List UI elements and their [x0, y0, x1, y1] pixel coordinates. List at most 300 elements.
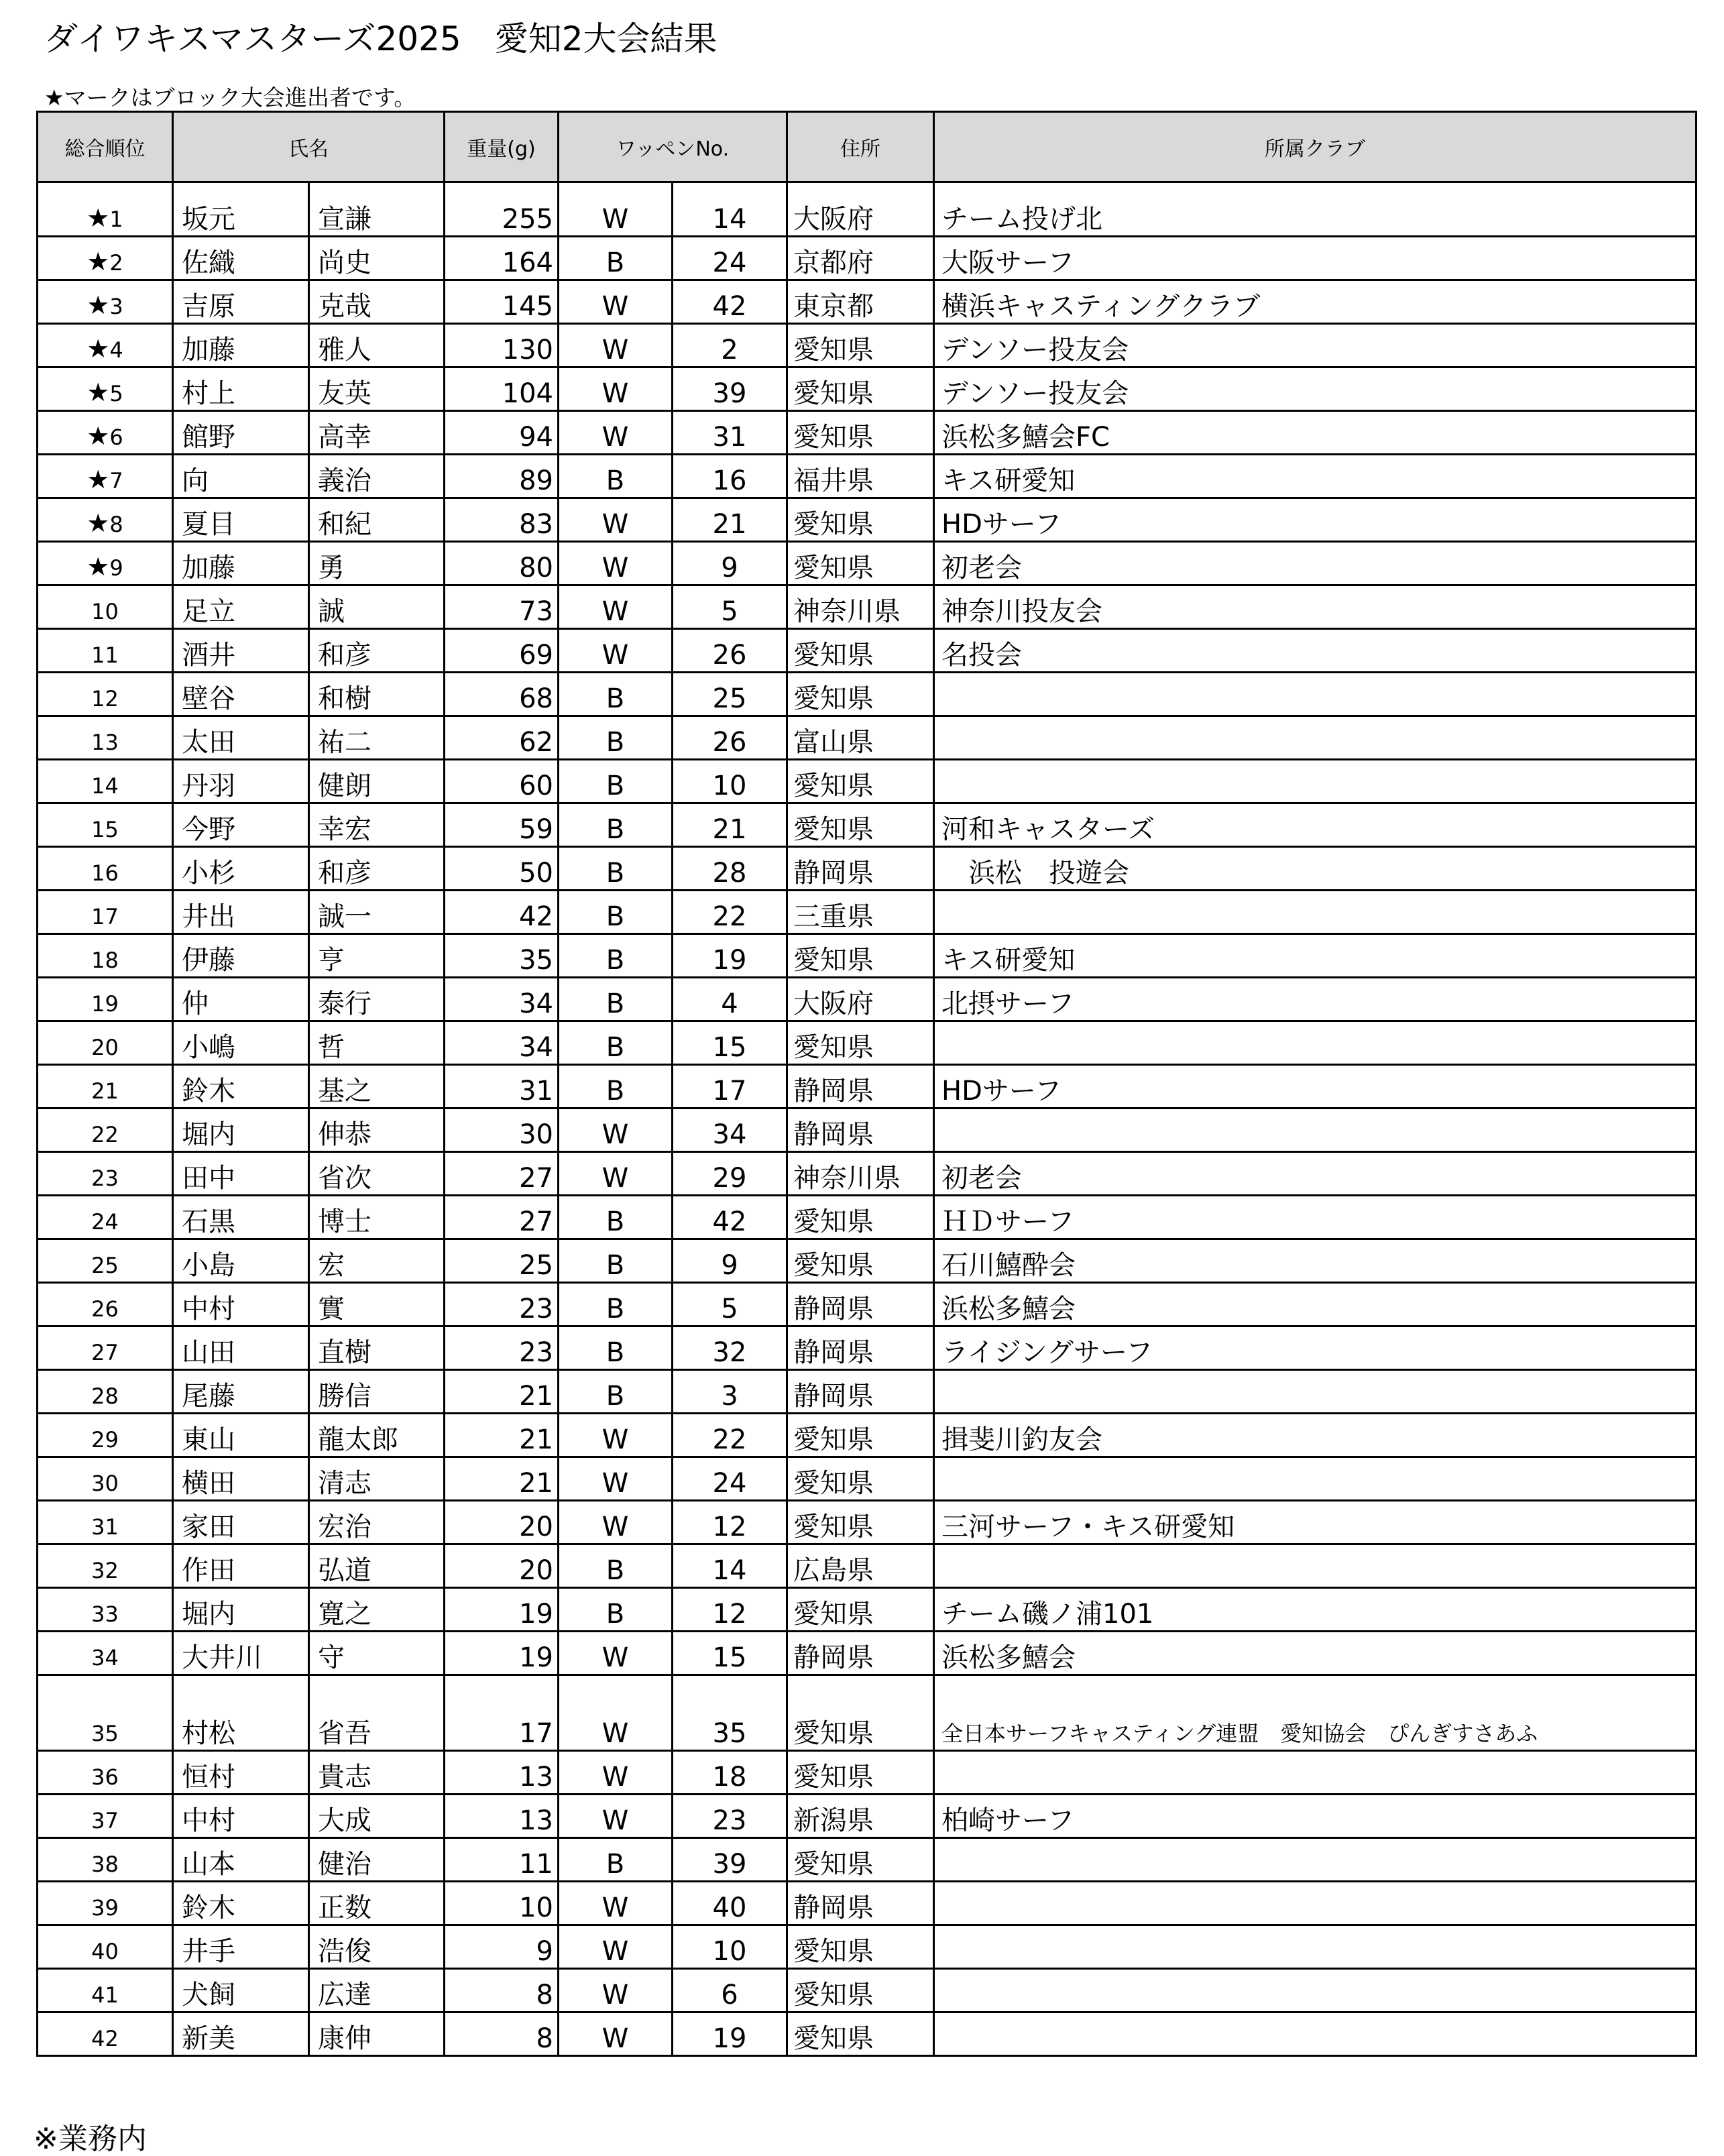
prefecture-cell: 愛知県	[787, 629, 934, 673]
wappen-class-cell: B	[559, 455, 673, 498]
rank-number: 30	[91, 1471, 119, 1496]
club-cell: HDサーフ	[934, 1065, 1697, 1109]
wappen-class-cell: W	[559, 585, 673, 629]
club-cell: 浜松多鱚会FC	[934, 411, 1697, 455]
family-name-cell: 小杉	[173, 847, 309, 891]
club-cell	[934, 1882, 1697, 1925]
wappen-class-cell: W	[559, 1751, 673, 1795]
wappen-number-cell: 21	[673, 498, 787, 542]
family-name-cell: 尾藤	[173, 1370, 309, 1414]
prefecture-cell: 愛知県	[787, 803, 934, 847]
prefecture-cell: 愛知県	[787, 324, 934, 367]
prefecture-cell: 神奈川県	[787, 585, 934, 629]
club-cell: ＨＤサーフ	[934, 1196, 1697, 1239]
rank-number: 32	[91, 1558, 119, 1583]
family-name-cell: 館野	[173, 411, 309, 455]
wappen-class-cell: W	[559, 1675, 673, 1751]
given-name-cell: 大成	[309, 1795, 445, 1838]
family-name-cell: 小島	[173, 1239, 309, 1283]
wappen-class-cell: W	[559, 2012, 673, 2056]
club-cell	[934, 673, 1697, 716]
given-name-cell: 省次	[309, 1152, 445, 1196]
rank-cell	[38, 803, 173, 847]
given-name-cell: 和樹	[309, 673, 445, 716]
family-name-cell: 村松	[173, 1675, 309, 1751]
table-row	[38, 1969, 1697, 2012]
rank-cell	[38, 1544, 173, 1588]
club-cell: 石川鱚酔会	[934, 1239, 1697, 1283]
weight-cell: 80	[445, 542, 559, 585]
given-name-cell: 和彦	[309, 629, 445, 673]
given-name-cell: 誠	[309, 585, 445, 629]
wappen-number-cell: 24	[673, 1457, 787, 1501]
club-cell	[934, 891, 1697, 934]
wappen-number-cell: 31	[673, 411, 787, 455]
weight-cell: 13	[445, 1751, 559, 1795]
prefecture-cell: 愛知県	[787, 1838, 934, 1882]
rank-number: 34	[91, 1645, 119, 1670]
prefecture-cell: 静岡県	[787, 1283, 934, 1326]
rank-cell	[38, 1969, 173, 2012]
prefecture-cell: 大阪府	[787, 978, 934, 1021]
wappen-number-cell: 24	[673, 237, 787, 280]
star-mark: ★	[87, 203, 110, 233]
wappen-number-cell: 19	[673, 934, 787, 978]
family-name-cell: 吉原	[173, 280, 309, 324]
club-cell	[934, 1925, 1697, 1969]
table-row	[38, 1239, 1697, 1283]
rank-cell	[38, 1882, 173, 1925]
rank-cell	[38, 455, 173, 498]
club-cell: 初老会	[934, 542, 1697, 585]
club-cell: 柏崎サーフ	[934, 1795, 1697, 1838]
rank-number: 5	[109, 381, 123, 406]
rank-cell	[38, 1414, 173, 1457]
family-name-cell: 中村	[173, 1795, 309, 1838]
family-name-cell: 仲	[173, 978, 309, 1021]
table-row	[38, 716, 1697, 760]
rank-number: 7	[109, 468, 123, 494]
rank-cell	[38, 629, 173, 673]
prefecture-cell: 愛知県	[787, 1457, 934, 1501]
rank-cell	[38, 1152, 173, 1196]
rank-number: 4	[109, 337, 123, 363]
weight-cell: 60	[445, 760, 559, 803]
rank-cell	[38, 1196, 173, 1239]
table-row	[38, 1152, 1697, 1196]
table-row	[38, 1021, 1697, 1065]
prefecture-cell: 愛知県	[787, 411, 934, 455]
wappen-class-cell: W	[559, 367, 673, 411]
wappen-class-cell: W	[559, 1414, 673, 1457]
given-name-cell: 義治	[309, 455, 445, 498]
weight-cell: 20	[445, 1501, 559, 1544]
rank-number: 15	[91, 817, 119, 842]
given-name-cell: 伸恭	[309, 1109, 445, 1152]
prefecture-cell: 三重県	[787, 891, 934, 934]
club-cell: 三河サーフ・キス研愛知	[934, 1501, 1697, 1544]
weight-cell: 10	[445, 1882, 559, 1925]
rank-cell	[38, 1501, 173, 1544]
wappen-number-cell: 9	[673, 1239, 787, 1283]
weight-cell: 145	[445, 280, 559, 324]
club-cell: 河和キャスターズ	[934, 803, 1697, 847]
rank-cell	[38, 1838, 173, 1882]
weight-cell: 34	[445, 1021, 559, 1065]
weight-cell: 69	[445, 629, 559, 673]
rank-cell	[38, 585, 173, 629]
weight-cell: 21	[445, 1370, 559, 1414]
weight-cell: 73	[445, 585, 559, 629]
wappen-class-cell: W	[559, 542, 673, 585]
weight-cell: 20	[445, 1544, 559, 1588]
table-row	[38, 1795, 1697, 1838]
header-row	[38, 112, 1697, 182]
club-cell: 浜松多鱚会	[934, 1283, 1697, 1326]
table-row	[38, 1632, 1697, 1675]
rank-number: 19	[91, 991, 119, 1017]
club-cell: デンソー投友会	[934, 367, 1697, 411]
wappen-class-cell: B	[559, 1544, 673, 1588]
family-name-cell: 加藤	[173, 542, 309, 585]
family-name-cell: 横田	[173, 1457, 309, 1501]
prefecture-cell: 愛知県	[787, 1751, 934, 1795]
family-name-cell: 小嶋	[173, 1021, 309, 1065]
star-mark: ★	[87, 421, 110, 451]
wappen-number-cell: 34	[673, 1109, 787, 1152]
wappen-number-cell: 40	[673, 1882, 787, 1925]
wappen-number-cell: 6	[673, 1969, 787, 2012]
given-name-cell: 克哉	[309, 280, 445, 324]
rank-cell	[38, 1588, 173, 1632]
given-name-cell: 宏治	[309, 1501, 445, 1544]
family-name-cell: 向	[173, 455, 309, 498]
wappen-number-cell: 18	[673, 1751, 787, 1795]
weight-cell: 9	[445, 1925, 559, 1969]
table-row	[38, 1588, 1697, 1632]
wappen-number-cell: 12	[673, 1501, 787, 1544]
prefecture-cell: 静岡県	[787, 847, 934, 891]
family-name-cell: 鈴木	[173, 1065, 309, 1109]
prefecture-cell: 静岡県	[787, 1109, 934, 1152]
prefecture-cell: 富山県	[787, 716, 934, 760]
rank-number: 1	[109, 207, 123, 232]
table-row	[38, 673, 1697, 716]
weight-cell: 31	[445, 1065, 559, 1109]
given-name-cell: 高幸	[309, 411, 445, 455]
table-row	[38, 498, 1697, 542]
club-cell: 全日本サーフキャスティング連盟 愛知協会 ぴんぎすさあふ	[934, 1675, 1697, 1751]
prefecture-cell: 愛知県	[787, 934, 934, 978]
weight-cell: 11	[445, 1838, 559, 1882]
header-pref: 住所	[787, 112, 934, 182]
given-name-cell: 宣謙	[309, 182, 445, 237]
weight-cell: 59	[445, 803, 559, 847]
table-row	[38, 1751, 1697, 1795]
table-row	[38, 455, 1697, 498]
table-row	[38, 891, 1697, 934]
rank-number: 23	[91, 1166, 119, 1191]
table-row	[38, 847, 1697, 891]
wappen-class-cell: B	[559, 1326, 673, 1370]
club-cell: 浜松 投遊会	[934, 847, 1697, 891]
family-name-cell: 作田	[173, 1544, 309, 1588]
family-name-cell: 伊藤	[173, 934, 309, 978]
rank-cell	[38, 1632, 173, 1675]
family-name-cell: 恒村	[173, 1751, 309, 1795]
weight-cell: 255	[445, 182, 559, 237]
wappen-class-cell: B	[559, 1370, 673, 1414]
rank-cell	[38, 891, 173, 934]
family-name-cell: 大井川	[173, 1632, 309, 1675]
wappen-number-cell: 5	[673, 585, 787, 629]
weight-cell: 21	[445, 1414, 559, 1457]
weight-cell: 42	[445, 891, 559, 934]
club-cell: 初老会	[934, 1152, 1697, 1196]
table-row	[38, 760, 1697, 803]
table-row	[38, 1196, 1697, 1239]
club-cell: キス研愛知	[934, 934, 1697, 978]
weight-cell: 27	[445, 1152, 559, 1196]
wappen-number-cell: 15	[673, 1021, 787, 1065]
prefecture-cell: 愛知県	[787, 1925, 934, 1969]
wappen-number-cell: 42	[673, 1196, 787, 1239]
wappen-number-cell: 29	[673, 1152, 787, 1196]
club-cell	[934, 1457, 1697, 1501]
wappen-class-cell: W	[559, 1969, 673, 2012]
wappen-number-cell: 26	[673, 629, 787, 673]
family-name-cell: 堀内	[173, 1588, 309, 1632]
given-name-cell: 康伸	[309, 2012, 445, 2056]
header-wappen: ワッペンNo.	[559, 112, 787, 182]
wappen-number-cell: 10	[673, 760, 787, 803]
club-cell	[934, 1969, 1697, 2012]
given-name-cell: 勇	[309, 542, 445, 585]
page-title: ダイワキスマスターズ2025 愛知2大会結果	[44, 19, 717, 58]
weight-cell: 19	[445, 1588, 559, 1632]
prefecture-cell: 愛知県	[787, 673, 934, 716]
weight-cell: 27	[445, 1196, 559, 1239]
given-name-cell: 貴志	[309, 1751, 445, 1795]
given-name-cell: 實	[309, 1283, 445, 1326]
rank-number: 11	[91, 642, 119, 668]
wappen-number-cell: 28	[673, 847, 787, 891]
table-row	[38, 1882, 1697, 1925]
rank-number: 20	[91, 1035, 119, 1060]
rank-number: 27	[91, 1340, 119, 1365]
club-cell: 北摂サーフ	[934, 978, 1697, 1021]
family-name-cell: 鈴木	[173, 1882, 309, 1925]
rank-number: 18	[91, 948, 119, 973]
wappen-class-cell: B	[559, 1588, 673, 1632]
club-cell: ライジングサーフ	[934, 1326, 1697, 1370]
rank-cell	[38, 1065, 173, 1109]
rank-number: 24	[91, 1209, 119, 1235]
weight-cell: 68	[445, 673, 559, 716]
wappen-number-cell: 5	[673, 1283, 787, 1326]
prefecture-cell: 愛知県	[787, 1414, 934, 1457]
wappen-number-cell: 14	[673, 1544, 787, 1588]
club-cell	[934, 1370, 1697, 1414]
given-name-cell: 雅人	[309, 324, 445, 367]
club-cell: デンソー投友会	[934, 324, 1697, 367]
given-name-cell: 亨	[309, 934, 445, 978]
weight-cell: 62	[445, 716, 559, 760]
rank-cell	[38, 280, 173, 324]
rank-cell	[38, 1675, 173, 1751]
wappen-class-cell: B	[559, 891, 673, 934]
wappen-class-cell: B	[559, 847, 673, 891]
rank-cell	[38, 1109, 173, 1152]
family-name-cell: 井手	[173, 1925, 309, 1969]
rank-number: 36	[91, 1764, 119, 1790]
club-cell: 浜松多鱚会	[934, 1632, 1697, 1675]
prefecture-cell: 静岡県	[787, 1065, 934, 1109]
star-mark: ★	[87, 290, 110, 320]
wappen-class-cell: W	[559, 280, 673, 324]
wappen-number-cell: 39	[673, 367, 787, 411]
family-name-cell: 夏目	[173, 498, 309, 542]
star-mark: ★	[87, 378, 110, 407]
table-row	[38, 182, 1697, 237]
family-name-cell: 山田	[173, 1326, 309, 1370]
rank-number: 38	[91, 1852, 119, 1877]
wappen-class-cell: B	[559, 673, 673, 716]
club-cell	[934, 716, 1697, 760]
weight-cell: 23	[445, 1283, 559, 1326]
given-name-cell: 誠一	[309, 891, 445, 934]
prefecture-cell: 京都府	[787, 237, 934, 280]
rank-cell	[38, 934, 173, 978]
rank-number: 40	[91, 1939, 119, 1964]
given-name-cell: 弘道	[309, 1544, 445, 1588]
given-name-cell: 和紀	[309, 498, 445, 542]
rank-number: 9	[109, 555, 123, 581]
prefecture-cell: 愛知県	[787, 1239, 934, 1283]
weight-cell: 164	[445, 237, 559, 280]
club-cell: 横浜キャスティングクラブ	[934, 280, 1697, 324]
given-name-cell: 清志	[309, 1457, 445, 1501]
rank-cell	[38, 1795, 173, 1838]
family-name-cell: 足立	[173, 585, 309, 629]
rank-number: 35	[91, 1721, 119, 1746]
weight-cell: 23	[445, 1326, 559, 1370]
weight-cell: 89	[445, 455, 559, 498]
rank-cell	[38, 1925, 173, 1969]
table-row	[38, 411, 1697, 455]
star-mark: ★	[87, 508, 110, 538]
wappen-class-cell: W	[559, 411, 673, 455]
prefecture-cell: 静岡県	[787, 1882, 934, 1925]
prefecture-cell: 愛知県	[787, 1196, 934, 1239]
rank-number: 13	[91, 730, 119, 755]
table-row	[38, 1544, 1697, 1588]
family-name-cell: 今野	[173, 803, 309, 847]
family-name-cell: 堀内	[173, 1109, 309, 1152]
table-row	[38, 1925, 1697, 1969]
given-name-cell: 基之	[309, 1065, 445, 1109]
table-row	[38, 367, 1697, 411]
rank-cell	[38, 760, 173, 803]
prefecture-cell: 広島県	[787, 1544, 934, 1588]
rank-cell	[38, 1239, 173, 1283]
given-name-cell: 泰行	[309, 978, 445, 1021]
table-row	[38, 237, 1697, 280]
table-row	[38, 1675, 1697, 1751]
family-name-cell: 石黒	[173, 1196, 309, 1239]
club-cell: チーム投げ北	[934, 182, 1697, 237]
family-name-cell: 太田	[173, 716, 309, 760]
family-name-cell: 酒井	[173, 629, 309, 673]
club-cell	[934, 2012, 1697, 2056]
weight-cell: 17	[445, 1675, 559, 1751]
prefecture-cell: 新潟県	[787, 1795, 934, 1838]
given-name-cell: 守	[309, 1632, 445, 1675]
wappen-class-cell: B	[559, 237, 673, 280]
given-name-cell: 浩俊	[309, 1925, 445, 1969]
table-row	[38, 585, 1697, 629]
rank-cell	[38, 182, 173, 237]
prefecture-cell: 愛知県	[787, 498, 934, 542]
wappen-class-cell: B	[559, 1196, 673, 1239]
rank-number: 39	[91, 1895, 119, 1921]
club-cell: HDサーフ	[934, 498, 1697, 542]
rank-cell	[38, 847, 173, 891]
given-name-cell: 省吾	[309, 1675, 445, 1751]
table-row	[38, 1838, 1697, 1882]
prefecture-cell: 神奈川県	[787, 1152, 934, 1196]
wappen-class-cell: W	[559, 1925, 673, 1969]
wappen-number-cell: 17	[673, 1065, 787, 1109]
wappen-number-cell: 12	[673, 1588, 787, 1632]
rank-number: 3	[109, 294, 123, 319]
table-row	[38, 324, 1697, 367]
club-cell	[934, 1109, 1697, 1152]
rank-number: 12	[91, 686, 119, 712]
wappen-number-cell: 14	[673, 182, 787, 237]
wappen-number-cell: 21	[673, 803, 787, 847]
rank-cell	[38, 498, 173, 542]
rank-number: 8	[109, 512, 123, 537]
weight-cell: 104	[445, 367, 559, 411]
wappen-class-cell: W	[559, 324, 673, 367]
wappen-class-cell: B	[559, 1021, 673, 1065]
given-name-cell: 勝信	[309, 1370, 445, 1414]
family-name-cell: 村上	[173, 367, 309, 411]
wappen-class-cell: B	[559, 760, 673, 803]
rank-number: 10	[91, 599, 119, 624]
rank-cell	[38, 1457, 173, 1501]
wappen-number-cell: 19	[673, 2012, 787, 2056]
wappen-class-cell: W	[559, 629, 673, 673]
wappen-number-cell: 10	[673, 1925, 787, 1969]
results-table	[36, 111, 1697, 2057]
weight-cell: 30	[445, 1109, 559, 1152]
prefecture-cell: 愛知県	[787, 760, 934, 803]
club-cell	[934, 1021, 1697, 1065]
wappen-class-cell: W	[559, 1882, 673, 1925]
table-row	[38, 629, 1697, 673]
rank-number: 33	[91, 1601, 119, 1627]
wappen-class-cell: B	[559, 978, 673, 1021]
family-name-cell: 山本	[173, 1838, 309, 1882]
given-name-cell: 博士	[309, 1196, 445, 1239]
given-name-cell: 直樹	[309, 1326, 445, 1370]
rank-number: 2	[109, 250, 123, 276]
given-name-cell: 和彦	[309, 847, 445, 891]
weight-cell: 94	[445, 411, 559, 455]
wappen-class-cell: W	[559, 1152, 673, 1196]
